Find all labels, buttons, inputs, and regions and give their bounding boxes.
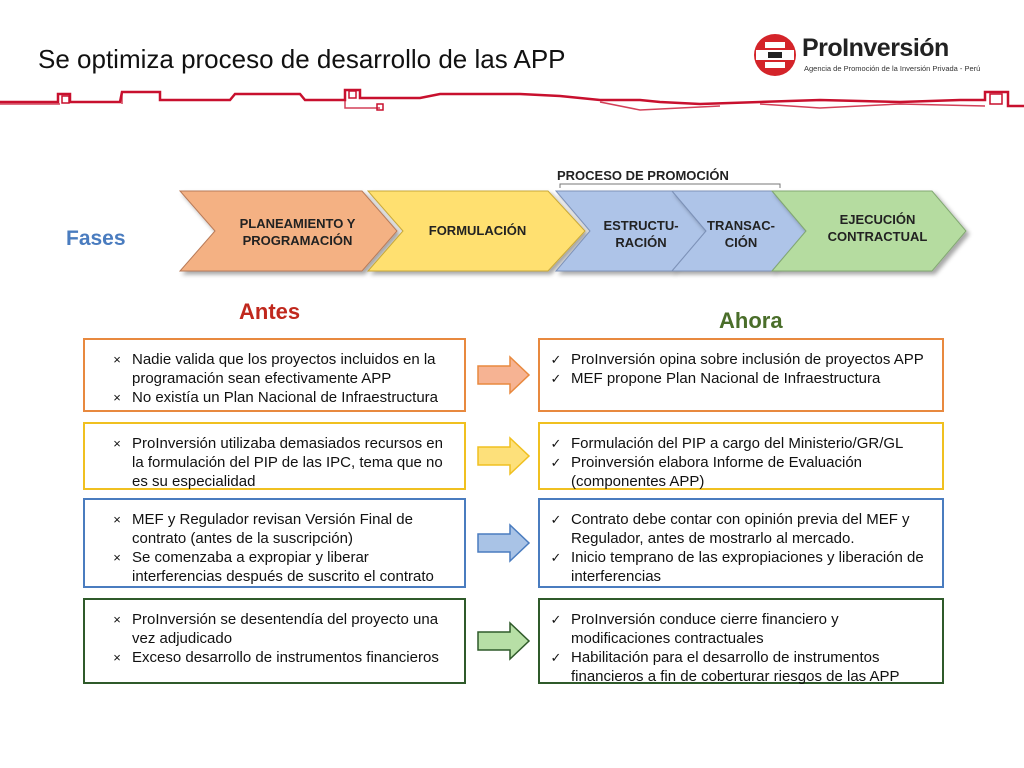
- check-icon: ✓: [550, 550, 562, 565]
- cross-icon: ×: [113, 352, 121, 367]
- check-icon: ✓: [550, 352, 562, 367]
- proinversion-logo-icon: [752, 32, 798, 78]
- ahora-heading: Ahora: [719, 308, 783, 333]
- phase-label-line: PLANEAMIENTO Y: [239, 216, 356, 231]
- phase-label-line: RACIÓN: [615, 235, 667, 250]
- list-item: [107, 510, 456, 548]
- check-icon: ✓: [550, 371, 562, 386]
- phase-label-1: [220, 215, 375, 249]
- list-item: [107, 350, 456, 388]
- ahora-box-4: [538, 598, 944, 684]
- antes-box-3: [83, 498, 466, 588]
- antes-box-4: [83, 598, 466, 684]
- ahora-box-1: [538, 338, 944, 412]
- phase-label-3: [592, 217, 690, 251]
- antes-box-2: [83, 422, 466, 490]
- phase-label-line: CIÓN: [724, 235, 758, 250]
- list-item: [107, 434, 456, 491]
- right-arrow-icon: [476, 621, 532, 661]
- page-title: Se optimiza proceso de desarrollo de las APP: [38, 44, 566, 74]
- list-item-text: Habilitación para el desarrollo de instrumentos financieros a fin de coberturar riesgos de las APP: [571, 649, 900, 685]
- right-arrow-icon: [476, 436, 532, 476]
- cross-icon: ×: [113, 612, 121, 627]
- check-icon: ✓: [550, 436, 562, 451]
- cross-icon: ×: [113, 512, 121, 527]
- list-item: [546, 369, 934, 388]
- list-item: [546, 453, 934, 491]
- logo-brand-name: ProInversión: [802, 34, 949, 62]
- proinversion-logo: [752, 30, 981, 80]
- list-item-text: Proinversión elabora Informe de Evaluación (componentes APP): [571, 454, 862, 490]
- phase-label-line: ESTRUCTU-: [603, 218, 679, 233]
- fases-label: Fases: [66, 227, 126, 250]
- cross-icon: ×: [113, 390, 121, 405]
- list-item-text: MEF propone Plan Nacional de Infraestructura: [571, 370, 881, 387]
- check-icon: ✓: [550, 650, 562, 665]
- list-item: [546, 648, 934, 686]
- ahora-box-2: [538, 422, 944, 490]
- right-arrow-icon: [476, 523, 532, 563]
- phase-label-5: [800, 211, 955, 245]
- list-item-text: Inicio temprano de las expropiaciones y liberación de interferencias: [571, 549, 924, 585]
- list-item-text: Exceso desarrollo de instrumentos financieros: [132, 649, 439, 666]
- ahora-box-3: [538, 498, 944, 588]
- antes-box-1: [83, 338, 466, 412]
- phase-label-line: FORMULACIÓN: [428, 223, 527, 238]
- check-icon: ✓: [550, 612, 562, 627]
- list-item-text: ProInversión opina sobre inclusión de proyectos APP: [571, 351, 924, 368]
- list-item: [107, 610, 456, 648]
- phase-label-line: CONTRACTUAL: [827, 229, 928, 244]
- list-item-text: ProInversión conduce cierre financiero y modificaciones contractuales: [571, 611, 839, 647]
- cross-icon: ×: [113, 650, 121, 665]
- list-item-text: Contrato debe contar con opinión previa del MEF y Regulador, antes de mostrarlo al mercado.: [571, 511, 910, 547]
- list-item: [546, 548, 934, 586]
- list-item-text: Se comenzaba a expropiar y liberar interferencias después de suscrito el contrato: [132, 549, 434, 585]
- check-icon: ✓: [550, 512, 562, 527]
- right-arrow-icon: [476, 355, 532, 395]
- phase-label-2: [405, 222, 550, 239]
- proceso-promocion-label: PROCESO DE PROMOCIÓN: [557, 168, 729, 183]
- logo-tagline: Agencia de Promoción de la Inversión Privada - Perú: [804, 64, 981, 73]
- phase-label-line: TRANSAC-: [707, 218, 775, 233]
- phase-label-line: PROGRAMACIÓN: [242, 233, 353, 248]
- list-item: [546, 350, 934, 369]
- list-item-text: Nadie valida que los proyectos incluidos en la programación sean efectivamente APP: [132, 351, 436, 387]
- list-item-text: Formulación del PIP a cargo del Ministerio/GR/GL: [571, 435, 904, 452]
- cross-icon: ×: [113, 550, 121, 565]
- phase-label-4: [696, 217, 786, 251]
- check-icon: ✓: [550, 455, 562, 470]
- list-item: [546, 510, 934, 548]
- list-item: [546, 434, 934, 453]
- list-item: [107, 648, 456, 667]
- phase-label-line: EJECUCIÓN: [839, 212, 916, 227]
- list-item: [107, 548, 456, 586]
- list-item-text: ProInversión utilizaba demasiados recursos en la formulación del PIP de las IPC, tema que no es su especialidad: [132, 435, 443, 490]
- decorative-skyline-line: [0, 82, 1024, 124]
- list-item-text: No existía un Plan Nacional de Infraestructura: [132, 389, 438, 406]
- list-item: [546, 610, 934, 648]
- list-item-text: ProInversión se desentendía del proyecto una vez adjudicado: [132, 611, 439, 647]
- list-item: [107, 388, 456, 407]
- list-item-text: MEF y Regulador revisan Versión Final de contrato (antes de la suscripción): [132, 511, 413, 547]
- cross-icon: ×: [113, 436, 121, 451]
- antes-heading: Antes: [239, 299, 301, 324]
